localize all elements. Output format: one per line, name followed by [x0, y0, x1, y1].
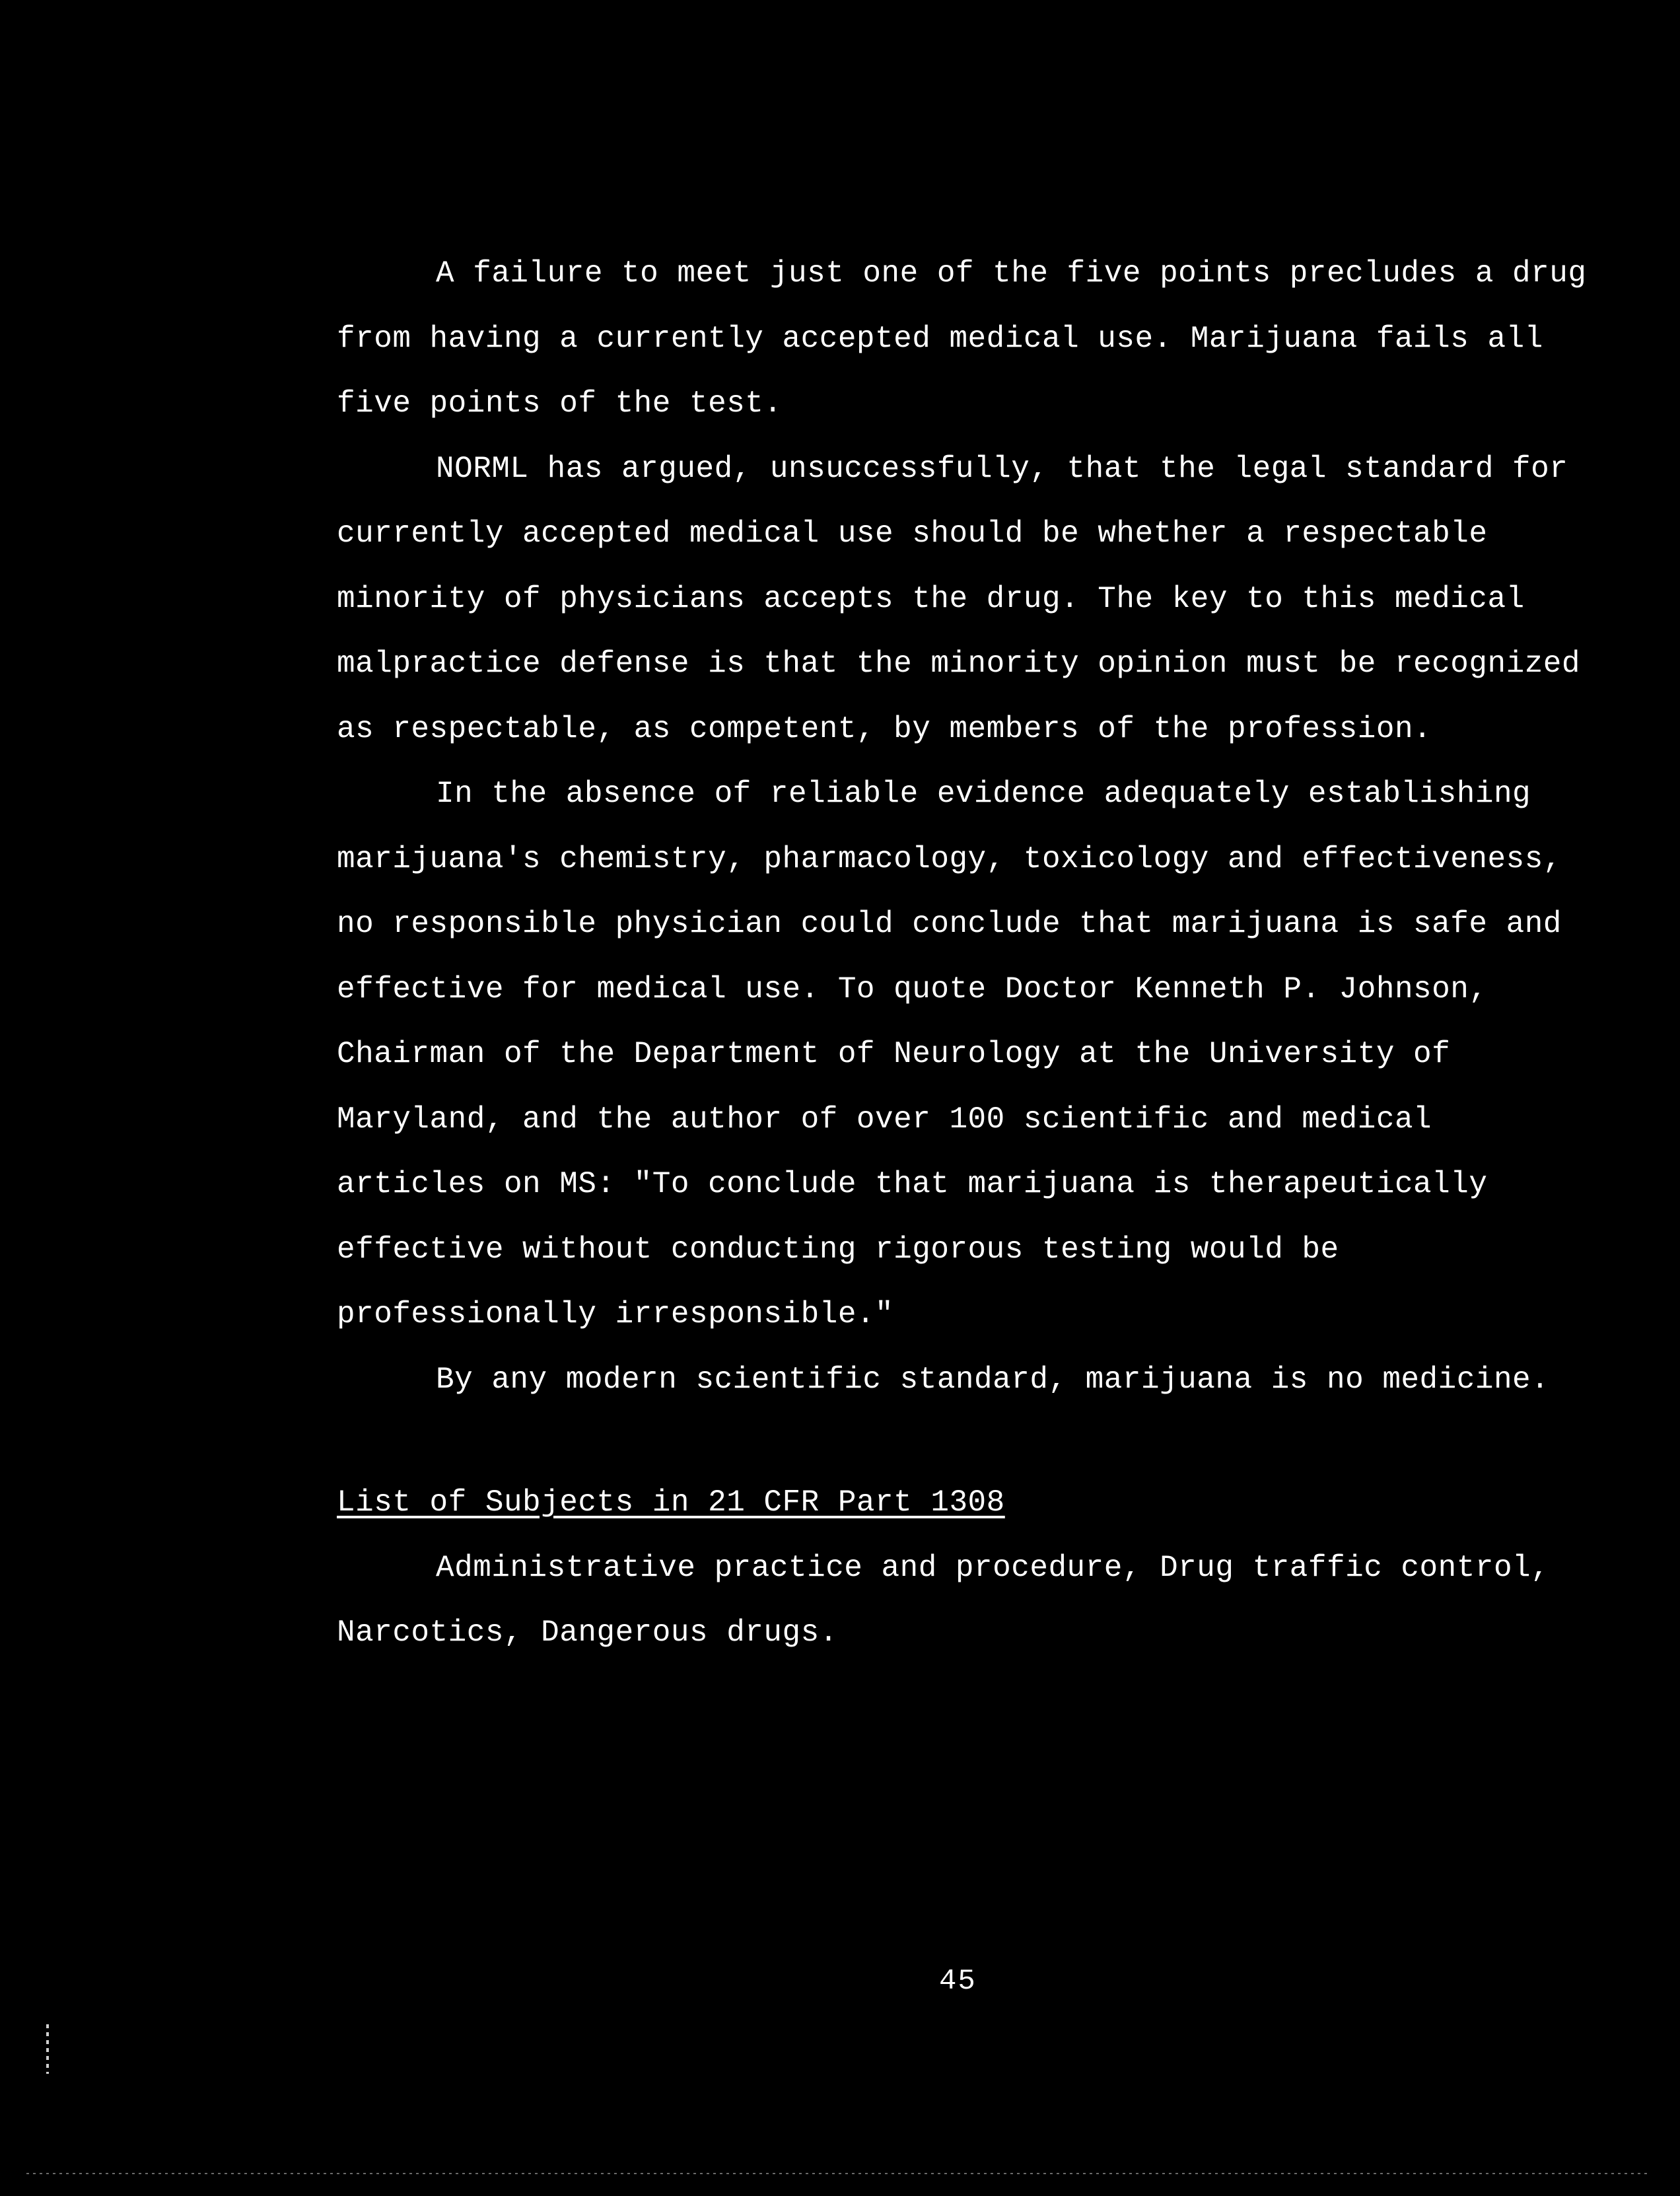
subjects-heading: List of Subjects in 21 CFR Part 1308 [337, 1485, 1005, 1520]
scan-artifact-mark [46, 2024, 49, 2074]
scan-artifact-line [26, 2173, 1651, 2174]
paragraph-reliable-evidence: In the absence of reliable evidence adequately establishing marijuana's chemistry, pharmacology, toxicology and effectiveness, no responsible physician could conclude that marijuana is safe and effective for medical use. To quote Doctor Kenneth P. Johnson, Chairman of the Department of Neurology at the University of Maryland, and the author of over 100 scientific and medical articles on MS: "To conclude that marijuana is therapeutically effective without conducting rigorous testing would be professionally irresponsible." [337, 777, 1562, 1331]
page-number: 45 [939, 1965, 977, 1998]
document-body [337, 241, 1592, 1666]
paragraph-no-medicine: By any modern scientific standard, marijuana is no medicine. [436, 1362, 1550, 1397]
paragraph-five-points: A failure to meet just one of the five points precludes a drug from having a currently accepted medical use. Marijuana fails all five points of the test. [337, 256, 1587, 421]
subjects-text: Administrative practice and procedure, Drug traffic control, Narcotics, Dangerous drugs. [337, 1550, 1550, 1650]
paragraph-norml-argument: NORML has argued, unsuccessfully, that the legal standard for currently accepted medical use should be whether a respectable minority of physicians accepts the drug. The key to this medical malpractice defense is that the minority opinion must be recognized as respectable, as competent, by members of the profession. [337, 451, 1581, 746]
